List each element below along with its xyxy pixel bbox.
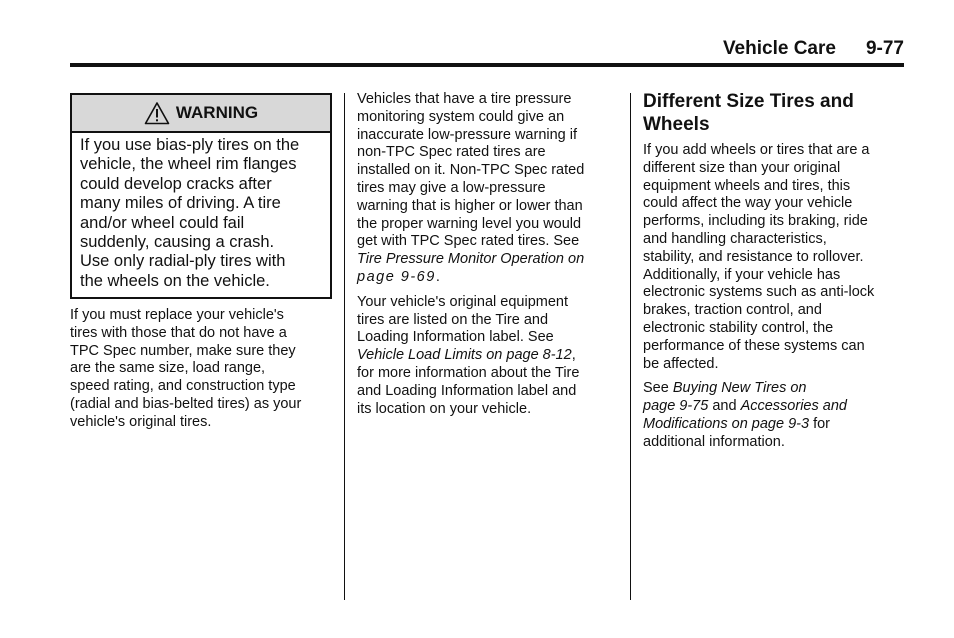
warning-line: suddenly, causing a crash. [80,233,275,252]
cross-reference-link[interactable]: Vehicle Load Limits on page 8-12 [357,347,572,364]
text-line: If you add wheels or tires that are a [643,142,870,158]
right-column [643,90,874,459]
warning-header [72,95,330,133]
page-number: 9-77 [865,38,904,59]
text-line: stability, and resistance to rollover. [643,248,864,265]
text-punctuation: , [571,347,576,364]
page-header [723,38,904,60]
text-line: brakes, traction control, and [643,302,822,319]
column-divider [344,93,345,600]
text-line: installed on it. Non-TPC Spec rated [357,162,585,179]
text-line: Loading Information label. See [357,329,554,346]
text-line: get with TPC Spec rated tires. See [357,233,580,250]
warning-line: If you use bias-ply tires on the [80,136,300,154]
text-line: If you must replace your vehicle's [70,307,284,323]
warning-line: vehicle, the wheel rim flanges [80,155,297,174]
warning-box [70,93,332,299]
text-line: additional information. [643,433,785,450]
section-heading [643,90,874,136]
text-line: vehicle's original tires. [70,413,212,430]
text-line: tires with those that do not have a [70,324,287,341]
middle-column [357,91,584,425]
text-line: monitoring system could give an [357,108,565,125]
warning-line: and/or wheel could fail [80,213,245,232]
warning-line: the wheels on the vehicle. [80,271,270,290]
text-line: tires may give a low-pressure [357,179,546,196]
text-line: performs, including its braking, ride [643,213,868,230]
tpms-paragraph [357,91,584,287]
text-line: tires are listed on the Tire and [357,311,549,328]
warning-line: Use only radial-ply tires with [80,252,286,271]
cross-reference-link[interactable]: Tire Pressure Monitor Operation on [357,251,585,268]
text-line: and Loading Information label and [357,382,577,399]
cross-reference-link[interactable]: Accessories and [740,398,847,415]
text-line: electronic stability control, the [643,319,834,336]
section-title: Vehicle Care [722,38,836,59]
text-line: could affect the way your vehicle [643,195,853,212]
text-line: are the same size, load range, [70,360,266,377]
text-line: non-TPC Spec rated tires are [357,144,546,161]
heading-line: Different Size Tires and [643,91,854,112]
text-fragment: for [809,415,831,432]
header-rule [70,63,904,67]
text-line: performance of these systems can [643,337,865,354]
original-equipment-paragraph [357,294,584,419]
text-fragment: See [643,380,673,397]
text-line: inaccurate low-pressure warning if [357,126,578,143]
warning-label: WARNING [175,103,259,122]
replacement-paragraph [70,307,301,432]
text-punctuation: . [435,268,440,285]
see-also-paragraph [643,380,874,451]
heading-line: Wheels [643,114,710,135]
text-line: speed rating, and construction type [70,378,296,395]
text-line: and handling characteristics, [643,230,827,247]
text-line: warning that is higher or lower than [357,197,583,214]
text-line: for more information about the Tire [357,364,580,381]
column-divider [630,93,631,600]
text-line: TPC Spec number, make sure they [70,342,296,359]
text-line: Additionally, if your vehicle has [643,266,841,283]
cross-reference-page[interactable]: page 9-69 [357,268,436,285]
text-line: equipment wheels and tires, this [643,177,851,194]
text-line: Vehicles that have a tire pressure [357,91,572,107]
warning-text [72,133,330,291]
text-line: (radial and bias-belted tires) as your [70,395,302,412]
text-line: Your vehicle's original equipment [357,293,569,310]
text-line: its location on your vehicle. [357,400,532,417]
different-size-paragraph [643,142,874,373]
warning-line: many miles of driving. A tire [80,194,281,213]
warning-triangle-icon [144,101,170,125]
text-line: different size than your original [643,159,841,176]
text-fragment: and [708,398,741,415]
text-line: the proper warning level you would [357,215,582,232]
warning-line: could develop cracks after [80,174,272,193]
cross-reference-link[interactable]: page 9-75 [643,398,709,415]
text-line: be affected. [643,355,719,372]
cross-reference-link[interactable]: Modifications on page 9-3 [643,415,810,432]
cross-reference-link[interactable]: Buying New Tires on [672,380,807,397]
text-line: electronic systems such as anti-lock [643,284,875,301]
